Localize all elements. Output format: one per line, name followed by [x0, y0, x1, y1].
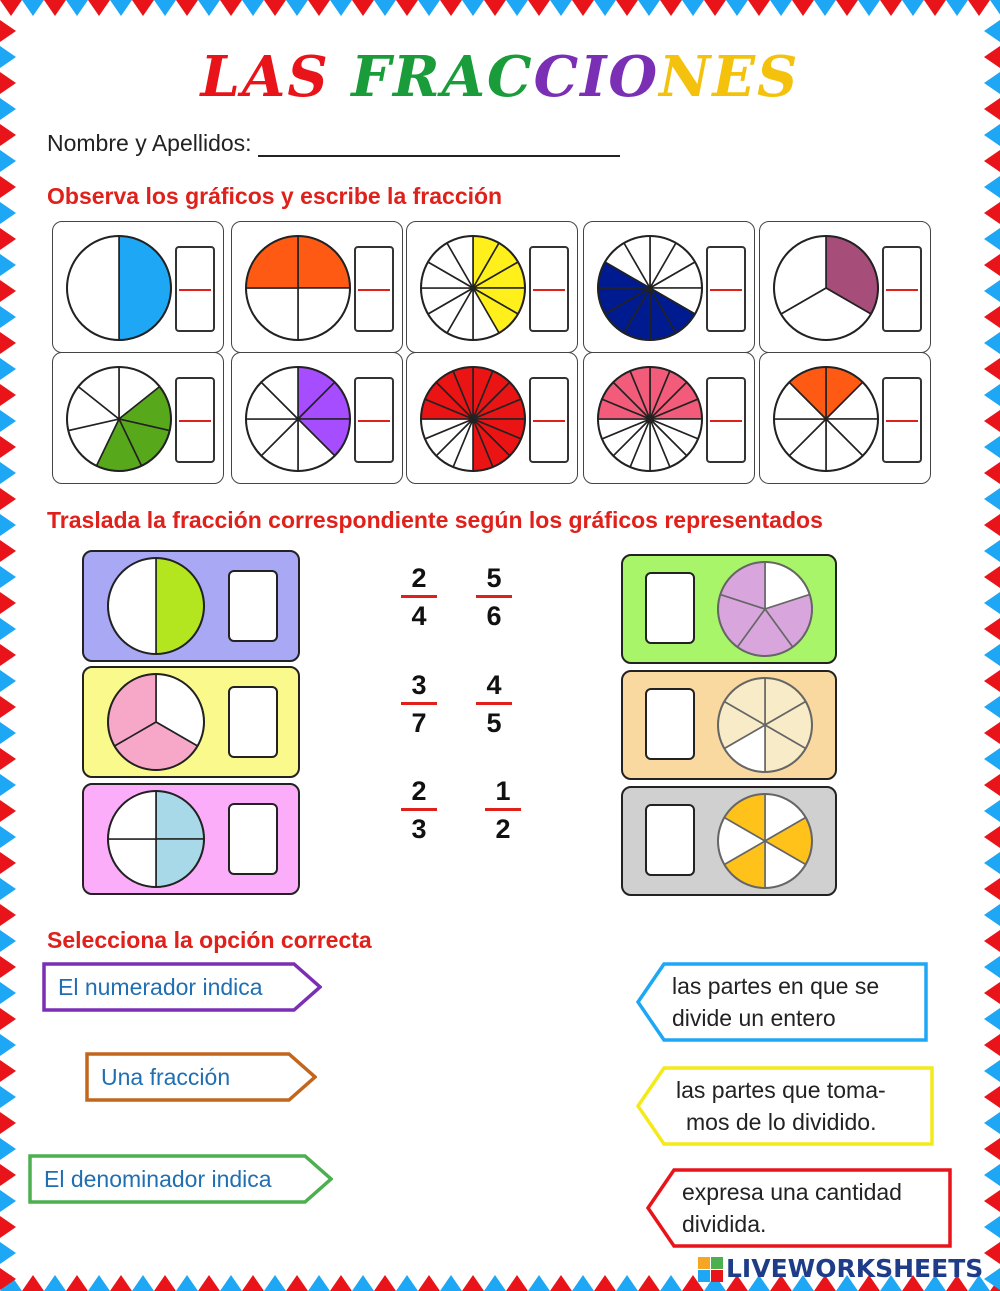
border-triangle [0, 488, 16, 510]
border-triangle [0, 1138, 16, 1160]
border-triangle [286, 1275, 308, 1291]
fraction-numerator: 1 [495, 776, 511, 806]
pie-cell [759, 352, 931, 484]
border-triangle [572, 1275, 594, 1291]
border-triangle [0, 878, 16, 900]
border-triangle [984, 202, 1000, 224]
fraction-pie [413, 228, 533, 348]
border-triangle [984, 774, 1000, 796]
border-triangle [594, 1275, 616, 1291]
fraction-answer-box[interactable] [706, 377, 746, 463]
fraction-line [476, 702, 512, 705]
border-triangle [198, 0, 220, 16]
border-triangle [0, 1086, 16, 1108]
border-triangle [506, 1275, 528, 1291]
fraction-pie [238, 228, 358, 348]
border-triangle [242, 0, 264, 16]
left-tag[interactable] [85, 1052, 317, 1102]
pie-cell [583, 352, 755, 484]
border-triangle [0, 20, 16, 42]
fraction-answer-box[interactable] [882, 377, 922, 463]
logo-text: LIVEWORKSHEETS [726, 1254, 984, 1283]
border-triangle [440, 1275, 462, 1291]
border-triangle [22, 0, 44, 16]
tag-text: El denominador indica [44, 1166, 272, 1192]
fraction-bar [533, 289, 565, 291]
fraction-answer-box[interactable] [175, 377, 215, 463]
border-triangle [984, 20, 1000, 42]
tag-text [676, 1074, 886, 1138]
fraction-line [485, 808, 521, 811]
border-triangle [638, 0, 660, 16]
title-letter: A [441, 44, 488, 110]
border-triangle [0, 592, 16, 614]
drop-slot[interactable] [645, 804, 695, 876]
tag-line: las partes en que se [672, 973, 880, 999]
border-triangle [984, 254, 1000, 276]
fraction-pie [59, 228, 179, 348]
border-triangle [984, 280, 1000, 302]
border-triangle [0, 1008, 16, 1030]
name-input-line[interactable] [258, 133, 620, 157]
border-triangle [984, 982, 1000, 1004]
draggable-fraction[interactable] [485, 776, 521, 844]
border-triangle [198, 1275, 220, 1291]
title-letter: A [241, 44, 288, 110]
border-triangle [462, 0, 484, 16]
border-triangle [0, 982, 16, 1004]
border-triangle [0, 852, 16, 874]
fraction-denominator: 6 [486, 601, 502, 631]
pie-cell [231, 352, 403, 484]
border-triangle [440, 0, 462, 16]
right-pie-card [621, 554, 837, 664]
border-triangle [704, 0, 726, 16]
fraction-denominator: 5 [486, 708, 502, 738]
border-triangle [242, 1275, 264, 1291]
left-tag[interactable] [42, 962, 322, 1012]
draggable-fraction[interactable] [476, 563, 512, 631]
fraction-line [401, 702, 437, 705]
right-tag[interactable] [636, 962, 928, 1042]
section2-heading: Traslada la fracción correspondiente según los gráficos representados [47, 507, 823, 533]
left-pie-card [82, 550, 300, 662]
fraction-numerator: 2 [411, 776, 427, 806]
card-pie [713, 789, 817, 893]
border-triangle [418, 0, 440, 16]
border-triangle [0, 956, 16, 978]
pie-cell [52, 352, 224, 484]
border-triangle [264, 0, 286, 16]
border-triangle [0, 644, 16, 666]
tag-text [682, 1176, 902, 1240]
border-triangle [572, 0, 594, 16]
border-triangle [594, 0, 616, 16]
border-triangle [176, 0, 198, 16]
border-triangle [984, 176, 1000, 198]
card-pie [104, 787, 208, 891]
border-triangle [924, 0, 946, 16]
border-triangle [132, 0, 154, 16]
border-triangle [984, 644, 1000, 666]
right-tag[interactable] [646, 1168, 952, 1248]
border-triangle [374, 0, 396, 16]
border-triangle [66, 1275, 88, 1291]
border-triangle [984, 1164, 1000, 1186]
border-triangle [836, 0, 858, 16]
left-pie-card [82, 666, 300, 778]
border-triangle [66, 0, 88, 16]
border-triangle [0, 358, 16, 380]
border-triangle [968, 0, 990, 16]
border-triangle [984, 1086, 1000, 1108]
border-triangle [0, 670, 16, 692]
border-triangle [0, 228, 16, 250]
border-triangle [352, 1275, 374, 1291]
border-triangle [984, 540, 1000, 562]
border-triangle [0, 540, 16, 562]
border-triangle [770, 0, 792, 16]
fraction-answer-box[interactable] [354, 246, 394, 332]
border-triangle [792, 0, 814, 16]
border-triangle [0, 332, 16, 354]
border-triangle [984, 618, 1000, 640]
border-triangle [858, 0, 880, 16]
name-label: Nombre y Apellidos: [47, 130, 252, 156]
border-triangle [0, 1112, 16, 1134]
title-letter: S [287, 44, 330, 110]
border-triangle [0, 774, 16, 796]
border-triangle [990, 0, 1000, 16]
border-triangle [984, 228, 1000, 250]
fraction-line [401, 595, 437, 598]
fraction-pie [590, 228, 710, 348]
fraction-bar [358, 420, 390, 422]
border-triangle [0, 202, 16, 224]
border-triangle [0, 176, 16, 198]
title-letter: L [200, 44, 242, 110]
right-pie-card [621, 670, 837, 780]
border-triangle [0, 904, 16, 926]
border-triangle [132, 1275, 154, 1291]
border-triangle [44, 0, 66, 16]
border-triangle [946, 0, 968, 16]
border-triangle [352, 0, 374, 16]
title-letter: E [712, 44, 758, 110]
border-triangle [0, 696, 16, 718]
border-triangle [984, 566, 1000, 588]
fraction-bar [179, 420, 211, 422]
pie-slice-shaded [156, 558, 204, 654]
border-triangle [984, 826, 1000, 848]
border-triangle [0, 254, 16, 276]
fraction-bar [710, 289, 742, 291]
pie-cell [52, 221, 224, 353]
border-triangle [418, 1275, 440, 1291]
border-triangle [396, 1275, 418, 1291]
fraction-numerator: 2 [411, 563, 427, 593]
border-triangle [330, 1275, 352, 1291]
tag-line: divide un entero [672, 1005, 836, 1031]
border-triangle [984, 696, 1000, 718]
border-triangle [984, 1060, 1000, 1082]
tag-text [672, 970, 879, 1034]
fraction-answer-box[interactable] [882, 246, 922, 332]
fraction-bar [886, 289, 918, 291]
border-triangle [550, 0, 572, 16]
right-pie-card [621, 786, 837, 896]
border-triangle [814, 0, 836, 16]
border-triangle [984, 1190, 1000, 1212]
border-triangle [984, 904, 1000, 926]
drop-slot[interactable] [645, 572, 695, 644]
border-triangle [0, 1216, 16, 1238]
drop-slot[interactable] [645, 688, 695, 760]
drop-slot[interactable] [228, 686, 278, 758]
border-triangle [748, 0, 770, 16]
title-letter: N [659, 44, 713, 110]
section1-heading: Observa los gráficos y escribe la fracción [47, 183, 503, 209]
border-triangle [0, 566, 16, 588]
border-triangle [984, 358, 1000, 380]
tag-text: Una fracción [101, 1064, 231, 1090]
border-triangle [984, 1216, 1000, 1238]
border-triangle [22, 1275, 44, 1291]
fraction-numerator: 3 [411, 670, 427, 700]
fraction-pie [766, 228, 886, 348]
border-triangle [984, 384, 1000, 406]
border-triangle [308, 0, 330, 16]
fraction-denominator: 2 [495, 814, 511, 844]
border-triangle [902, 0, 924, 16]
border-triangle [984, 956, 1000, 978]
border-triangle [286, 0, 308, 16]
border-triangle [984, 1008, 1000, 1030]
fraction-pie [59, 359, 179, 479]
border-triangle [660, 1275, 682, 1291]
border-triangle [682, 0, 704, 16]
border-triangle [984, 670, 1000, 692]
border-triangle [484, 1275, 506, 1291]
card-pie [104, 554, 208, 658]
border-triangle [0, 722, 16, 744]
border-triangle [984, 436, 1000, 458]
border-triangle [984, 592, 1000, 614]
border-triangle [0, 436, 16, 458]
pie-slice-shaded [119, 236, 171, 340]
fraction-denominator: 7 [411, 708, 427, 738]
draggable-fraction[interactable] [476, 670, 512, 738]
border-triangle [984, 124, 1000, 146]
border-triangle [984, 150, 1000, 172]
border-triangle [264, 1275, 286, 1291]
border-triangle [638, 1275, 660, 1291]
border-triangle [0, 826, 16, 848]
left-tag[interactable] [28, 1154, 333, 1204]
border-triangle [0, 462, 16, 484]
border-triangle [396, 0, 418, 16]
tag-line: las partes que toma- [676, 1077, 886, 1103]
logo-icon [698, 1257, 724, 1283]
right-tag[interactable] [636, 1066, 934, 1146]
fraction-denominator: 3 [411, 814, 427, 844]
border-triangle [984, 462, 1000, 484]
border-triangle [984, 930, 1000, 952]
border-triangle [154, 1275, 176, 1291]
pie-cell [759, 221, 931, 353]
card-pie [713, 557, 817, 661]
fraction-answer-box[interactable] [529, 246, 569, 332]
border-triangle [528, 0, 550, 16]
pie-cell [231, 221, 403, 353]
border-triangle [88, 1275, 110, 1291]
border-triangle [506, 0, 528, 16]
border-triangle [984, 514, 1000, 536]
border-triangle [0, 306, 16, 328]
tag-text: El numerador indica [58, 974, 263, 1000]
border-triangle [0, 1034, 16, 1056]
pie-cell [406, 352, 578, 484]
section3-heading: Selecciona la opción correcta [47, 927, 372, 953]
border-triangle [176, 1275, 198, 1291]
title-letter: S [757, 44, 800, 110]
draggable-fraction[interactable] [401, 670, 437, 738]
border-triangle [984, 306, 1000, 328]
border-triangle [0, 930, 16, 952]
fraction-bar [533, 420, 565, 422]
fraction-answer-box[interactable] [175, 246, 215, 332]
fraction-pie [413, 359, 533, 479]
tag-line: mos de lo dividido. [686, 1109, 877, 1135]
fraction-bar [886, 420, 918, 422]
fraction-pie [766, 359, 886, 479]
fraction-bar [358, 289, 390, 291]
fraction-numerator: 4 [486, 670, 502, 700]
border-triangle [110, 0, 132, 16]
border-triangle [0, 748, 16, 770]
border-triangle [984, 1034, 1000, 1056]
pie-cell [583, 221, 755, 353]
border-triangle [984, 410, 1000, 432]
border-triangle [462, 1275, 484, 1291]
border-triangle [984, 800, 1000, 822]
fraction-bar [710, 420, 742, 422]
border-triangle [984, 852, 1000, 874]
fraction-pie [590, 359, 710, 479]
draggable-fraction[interactable] [401, 563, 437, 631]
border-triangle [0, 1060, 16, 1082]
border-triangle [0, 514, 16, 536]
left-pie-card [82, 783, 300, 895]
pie-slice [67, 236, 119, 340]
border-triangle [308, 1275, 330, 1291]
title-letter: R [393, 44, 442, 110]
border-triangle [220, 0, 242, 16]
fraction-answer-box[interactable] [529, 377, 569, 463]
border-triangle [0, 618, 16, 640]
drop-slot[interactable] [228, 570, 278, 642]
fraction-pie [238, 359, 358, 479]
fraction-denominator: 4 [411, 601, 427, 631]
border-triangle [0, 0, 22, 16]
border-triangle [528, 1275, 550, 1291]
card-pie [713, 673, 817, 777]
border-triangle [0, 124, 16, 146]
name-field-row [47, 130, 620, 157]
fraction-line [401, 808, 437, 811]
border-triangle [374, 1275, 396, 1291]
fraction-numerator: 5 [486, 563, 502, 593]
title-letter: I [580, 44, 609, 110]
tag-line: expresa una cantidad [682, 1179, 902, 1205]
border-triangle [0, 1164, 16, 1186]
pie-cell [406, 221, 578, 353]
border-triangle [0, 280, 16, 302]
liveworksheets-logo [698, 1254, 998, 1286]
title-letter: F [351, 44, 394, 110]
border-triangle [110, 1275, 132, 1291]
border-triangle [880, 0, 902, 16]
border-triangle [984, 722, 1000, 744]
fraction-line [476, 595, 512, 598]
border-triangle [616, 1275, 638, 1291]
border-triangle [660, 0, 682, 16]
drop-slot[interactable] [228, 803, 278, 875]
border-triangle [88, 0, 110, 16]
border-triangle [984, 1138, 1000, 1160]
border-triangle [0, 1190, 16, 1212]
title-letter [330, 42, 352, 112]
title-letter: O [608, 44, 660, 110]
tag-line: dividida. [682, 1211, 767, 1237]
border-triangle [984, 748, 1000, 770]
border-triangle [220, 1275, 242, 1291]
card-pie [104, 670, 208, 774]
border-triangle [984, 1112, 1000, 1134]
pie-slice [108, 558, 156, 654]
fraction-answer-box[interactable] [354, 377, 394, 463]
border-triangle [984, 488, 1000, 510]
border-triangle [616, 0, 638, 16]
fraction-bar [179, 289, 211, 291]
border-triangle [154, 0, 176, 16]
border-triangle [0, 1242, 16, 1264]
page-title [0, 42, 1000, 112]
border-triangle [0, 150, 16, 172]
border-triangle [984, 332, 1000, 354]
border-triangle [0, 384, 16, 406]
border-triangle [330, 0, 352, 16]
border-triangle [484, 0, 506, 16]
title-letter: C [533, 44, 581, 110]
title-letter: C [487, 44, 534, 110]
fraction-answer-box[interactable] [706, 246, 746, 332]
border-triangle [726, 0, 748, 16]
border-triangle [550, 1275, 572, 1291]
border-triangle [0, 410, 16, 432]
border-triangle [0, 800, 16, 822]
draggable-fraction[interactable] [401, 776, 437, 844]
border-triangle [44, 1275, 66, 1291]
border-triangle [984, 878, 1000, 900]
